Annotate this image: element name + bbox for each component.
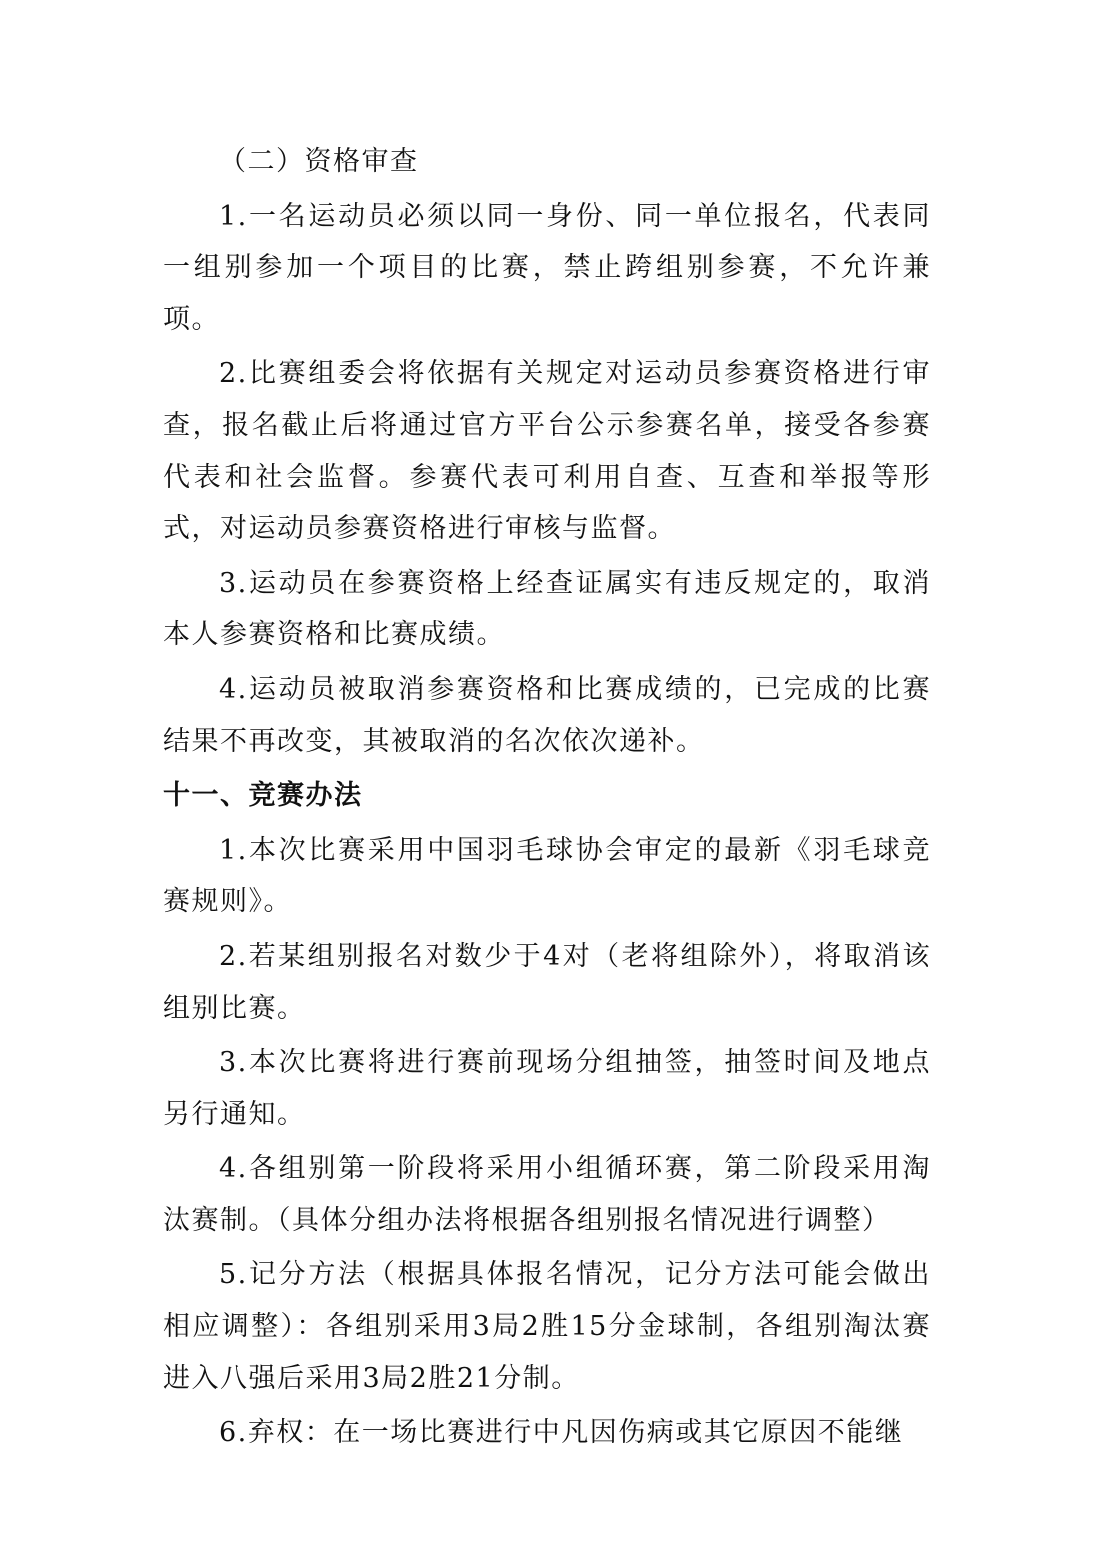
competition-item-4: 4.各组别第一阶段将采用小组循环赛，第二阶段采用淘汰赛制。（具体分组办法将根据各组别报名情况进行调整） <box>163 1153 931 1236</box>
eligibility-item-1: 1.一名运动员必须以同一身份、同一单位报名，代表同一组别参加一个项目的比赛，禁止跨组别参赛，不允许兼项。 <box>163 200 931 335</box>
competition-item-3: 3.本次比赛将进行赛前现场分组抽签，抽签时间及地点另行通知。 <box>163 1047 931 1130</box>
eligibility-item-3: 3.运动员在参赛资格上经查证属实有违反规定的，取消本人参赛资格和比赛成绩。 <box>163 567 931 651</box>
eligibility-subheading: （二）资格审查 <box>219 146 419 177</box>
eligibility-item-2: 2.比赛组委会将依据有关规定对运动员参赛资格进行审查，报名截止后将通过官方平台公示参赛名单，接受各参赛代表和社会监督。参赛代表可利用自查、互查和举报等形式，对运动员参赛资格进行审核与监督。 <box>163 358 931 545</box>
competition-item-2: 2.若某组别报名对数少于4对（老将组除外），将取消该组别比赛。 <box>163 940 931 1024</box>
competition-item-6: 6.弃权：在一场比赛进行中凡因伤病或其它原因不能继 <box>219 1417 904 1449</box>
document-body <box>163 136 931 1462</box>
competition-item-1: 1.本次比赛采用中国羽毛球协会审定的最新《羽毛球竞赛规则》。 <box>163 834 931 918</box>
competition-rules-heading: 十一、竞赛办法 <box>163 780 363 812</box>
competition-item-5: 5.记分方法（根据具体报名情况，记分方法可能会做出相应调整）：各组别采用3局2胜15分金球制，各组别淘汰赛进入八强后采用3局2胜21分制。 <box>163 1259 931 1394</box>
eligibility-item-4: 4.运动员被取消参赛资格和比赛成绩的，已完成的比赛结果不再改变，其被取消的名次依次递补。 <box>163 673 931 757</box>
